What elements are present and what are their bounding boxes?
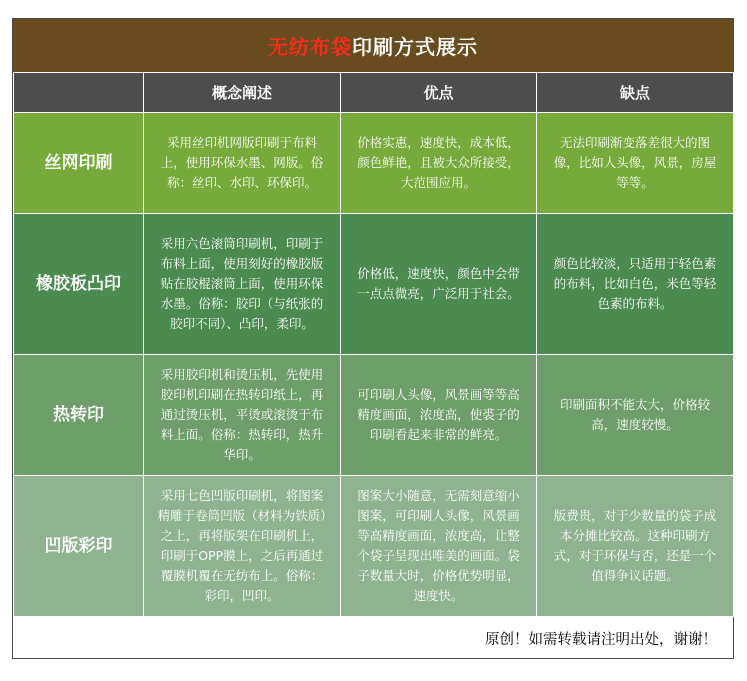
title-highlight: 无纺布袋 [268, 35, 352, 59]
row-cons: 印刷面积不能太大，价格较高，速度较慢。 [537, 355, 734, 476]
row-concept: 采用六色滚筒印刷机，印刷于布料上面，使用刻好的橡胶版贴在胶棍滚筒上面，使用环保水墨。俗称：胶印（与纸张的胶印不同）、凸印，柔印。 [144, 214, 341, 355]
copyright-note: 原创！如需转载请注明出处，谢谢！ [485, 632, 717, 648]
row-method-name: 丝网印刷 [14, 113, 144, 214]
row-method-name: 橡胶板凸印 [14, 214, 144, 355]
table-row [14, 476, 734, 617]
header-empty [14, 73, 144, 113]
header-cons: 缺点 [537, 73, 734, 113]
table-row [14, 214, 734, 355]
row-method-name: 热转印 [14, 355, 144, 476]
row-cons: 无法印刷渐变落差很大的图像，比如人头像，风景，房屋等等。 [537, 113, 734, 214]
row-pros: 可印刷人头像，风景画等等高精度画面，浓度高，使裘子的印刷看起来非常的鲜亮。 [341, 355, 537, 476]
printing-methods-table [13, 72, 734, 617]
row-pros: 图案大小随意，无需刻意缩小图案，可印刷人头像，风景画等高精度画面，浓度高，让整个袋子呈现出唯美的画面。袋子数量大时，价格优势明显，速度快。 [341, 476, 537, 617]
row-pros: 价格实惠，速度快，成本低，颜色鲜艳，且被大众所接受，大范围应用。 [341, 113, 537, 214]
header-row [14, 73, 734, 113]
title-rest: 印刷方式展示 [352, 35, 478, 59]
row-concept: 采用七色凹版印刷机，将图案精雕于卷筒凹版（材料为铁质）之上，再将版架在印刷机上，印刷于OPP膜上，之后再通过覆膜机覆在无纺布上。俗称：彩印，凹印。 [144, 476, 341, 617]
row-concept: 采用丝印机网版印刷于布料上，使用环保水墨、网版。俗称：丝印、水印、环保印。 [144, 113, 341, 214]
comparison-frame [12, 18, 734, 659]
row-method-name: 凹版彩印 [14, 476, 144, 617]
header-concept: 概念阐述 [144, 73, 341, 113]
table-title [13, 19, 733, 72]
row-cons: 版费贵，对于少数量的袋子成本分摊比较高。这种印刷方式，对于环保与否，还是一个值得争议话题。 [537, 476, 734, 617]
header-pros: 优点 [341, 73, 537, 113]
row-cons: 颜色比较淡，只适用于轻色素的布料，比如白色，米色等轻色素的布料。 [537, 214, 734, 355]
row-concept: 采用胶印机和烫压机，先使用胶印机印刷在热转印纸上，再通过烫压机，平烫或滚烫于布料上面。俗称：热转印，热升华印。 [144, 355, 341, 476]
table-row [14, 113, 734, 214]
row-pros: 价格低，速度快，颜色中会带一点点微亮，广泛用于社会。 [341, 214, 537, 355]
table-row [14, 355, 734, 476]
